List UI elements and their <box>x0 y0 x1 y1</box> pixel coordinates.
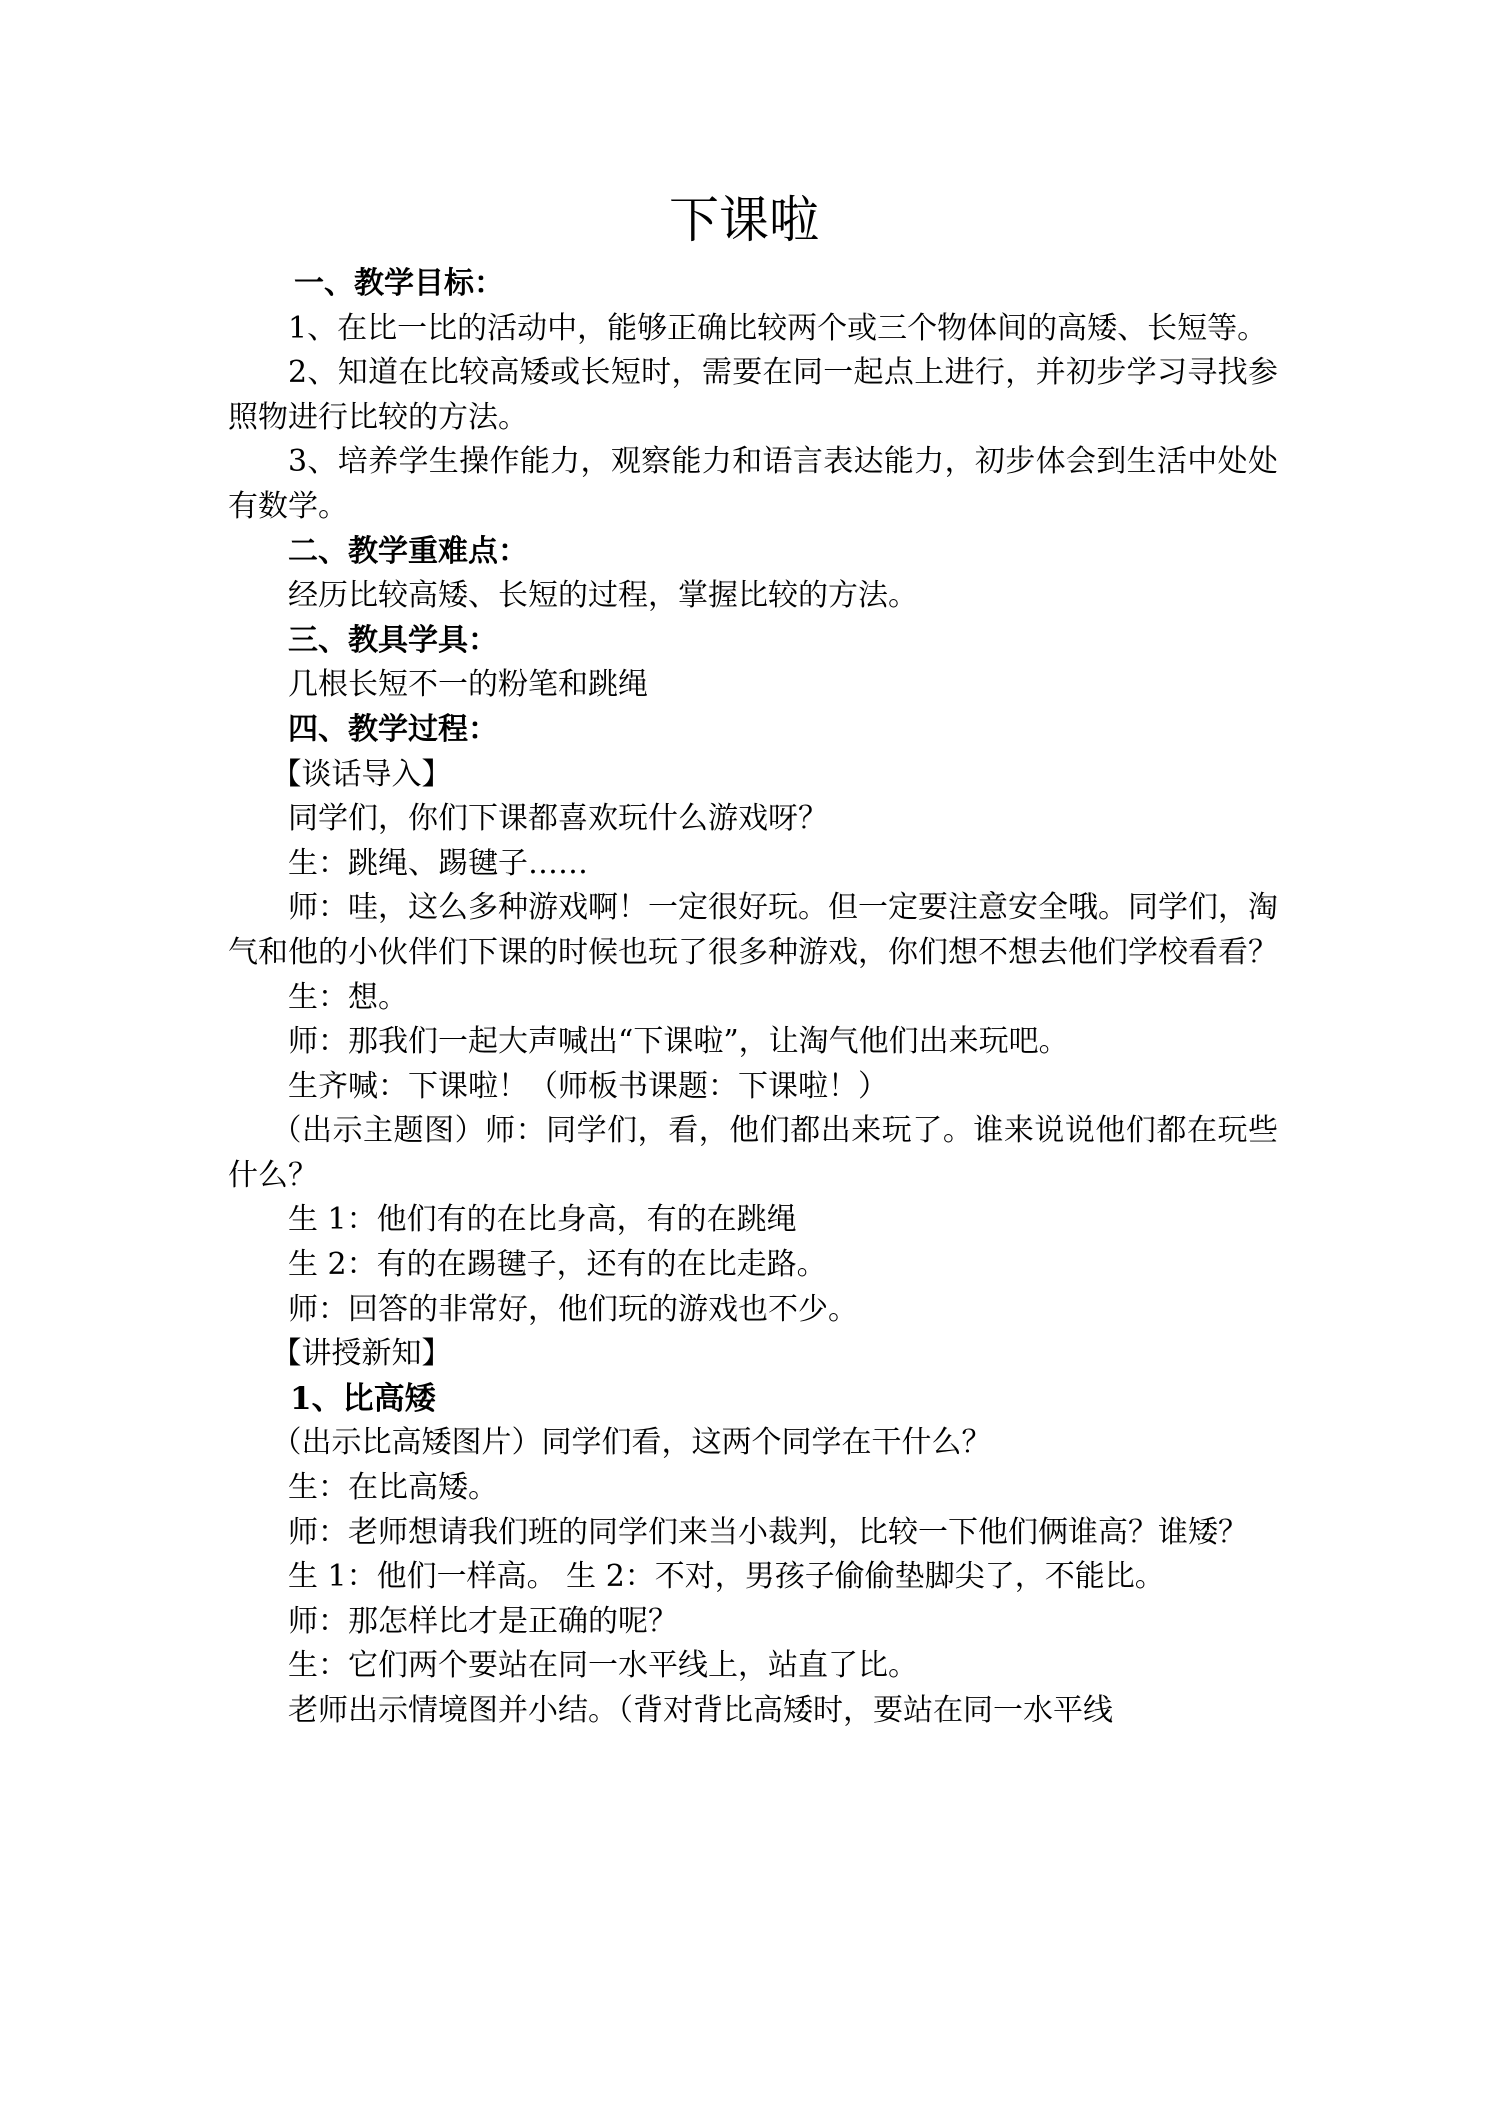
section-heading-process: 四、教学过程： <box>288 711 498 747</box>
subheading-new-knowledge: 【讲授新知】 <box>271 1336 452 1372</box>
objective-3: 3、培养学生操作能力，观察能力和语言表达能力，初步体会到生活中处处有数学。 <box>228 444 1278 524</box>
dialogue-line: 生：跳绳、踢毽子…… <box>288 845 588 881</box>
document-title: 下课啦 <box>669 191 819 249</box>
objective-1: 1、在比一比的活动中，能够正确比较两个或三个物体间的高矮、长短等。 <box>288 310 1268 346</box>
dialogue-line: 师：回答的非常好，他们玩的游戏也不少。 <box>288 1291 858 1327</box>
dialogue-line: 师：那怎样比才是正确的呢？ <box>288 1603 678 1639</box>
document-body <box>228 262 1278 1734</box>
dialogue-line: 生 1：他们有的在比身高，有的在跳绳 <box>288 1202 797 1238</box>
dialogue-line: 生 1：他们一样高。 生 2：不对，男孩子偷偷垫脚尖了，不能比。 <box>288 1559 1165 1595</box>
key-points-text: 经历比较高矮、长短的过程，掌握比较的方法。 <box>288 578 918 614</box>
dialogue-line: 生：它们两个要站在同一水平线上，站直了比。 <box>288 1648 918 1684</box>
dialogue-line: （出示主题图）师：同学们，看，他们都出来玩了。谁来说说他们都在玩些什么？ <box>228 1113 1278 1193</box>
dialogue-line: 生齐喊：下课啦！（师板书课题：下课啦！） <box>288 1068 888 1104</box>
subheading-compare-height: 1、比高矮 <box>290 1380 436 1417</box>
dialogue-line: 老师出示情境图并小结。（背对背比高矮时，要站在同一水平线 <box>288 1693 1113 1728</box>
section-heading-objectives: 一、教学目标： <box>294 266 504 301</box>
dialogue-line: 生：想。 <box>288 979 408 1015</box>
dialogue-line: （出示比高矮图片）同学们看，这两个同学在干什么？ <box>271 1425 992 1461</box>
materials-text: 几根长短不一的粉笔和跳绳 <box>288 667 648 703</box>
objective-2: 2、知道在比较高矮或长短时，需要在同一起点上进行，并初步学习寻找参照物进行比较的方法。 <box>228 355 1278 435</box>
subheading-intro-talk: 【谈话导入】 <box>271 756 452 792</box>
dialogue-line: 师：哇，这么多种游戏啊！一定很好玩。但一定要注意安全哦。同学们，淘气和他的小伙伴们下课的时候也玩了很多种游戏，你们想不想去他们学校看看？ <box>228 890 1278 970</box>
dialogue-line: 生 2：有的在踢毽子，还有的在比走路。 <box>288 1247 827 1283</box>
section-heading-materials: 三、教具学具： <box>288 622 498 658</box>
dialogue-line: 同学们，你们下课都喜欢玩什么游戏呀？ <box>288 801 828 837</box>
section-heading-key-points: 二、教学重难点： <box>288 533 528 569</box>
dialogue-line: 师：老师想请我们班的同学们来当小裁判，比较一下他们俩谁高？谁矮？ <box>288 1514 1248 1550</box>
dialogue-line: 生：在比高矮。 <box>288 1470 498 1506</box>
dialogue-line: 师：那我们一起大声喊出“下课啦”，让淘气他们出来玩吧。 <box>288 1024 1069 1060</box>
